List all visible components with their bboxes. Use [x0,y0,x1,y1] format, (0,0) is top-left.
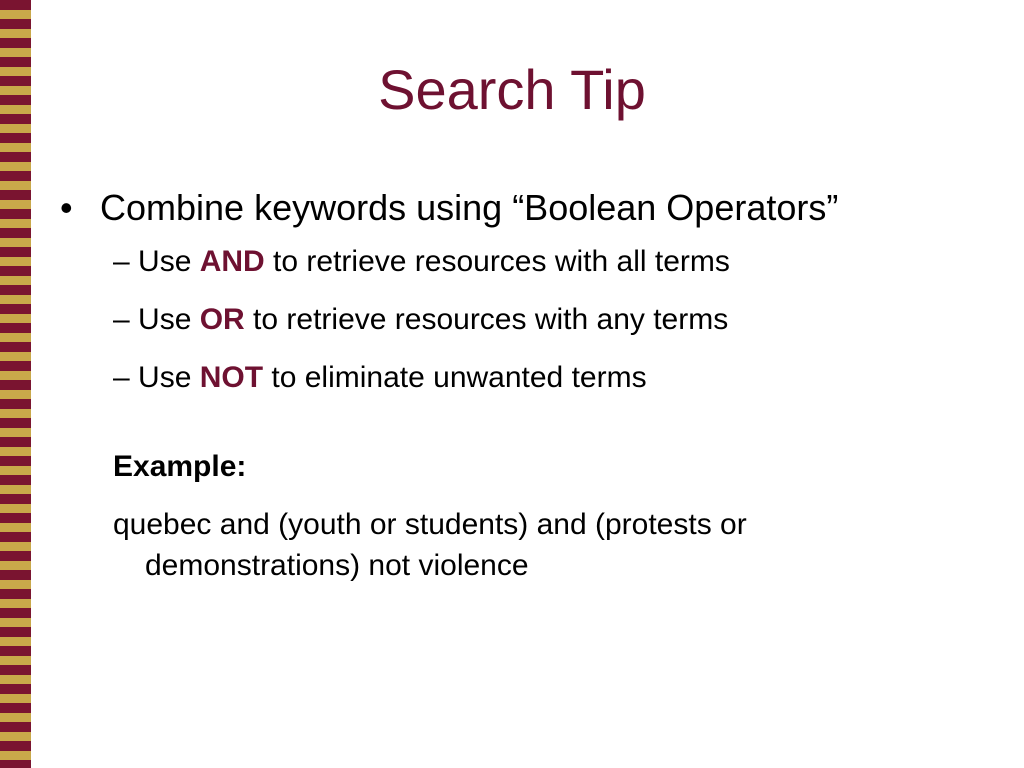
slide-title: Search Tip [378,58,646,121]
slide-content [60,185,980,587]
operator-and: AND [199,244,265,278]
dash-marker: – [113,244,130,278]
sub-bullet-suffix: to retrieve resources with any terms [244,302,729,336]
sub-bullet-list [113,242,980,397]
sub-bullet-or [113,300,980,339]
dash-marker: – [113,302,130,336]
sub-bullet-suffix: to eliminate unwanted terms [263,360,647,394]
operator-or: OR [199,302,245,336]
example-label: Example: [113,449,247,483]
operator-not: NOT [199,360,264,394]
sub-bullet-prefix: Use [138,360,200,394]
example-query: quebec and (youth or students) and (protests or demonstrations) not violence [113,507,747,583]
dash-marker: – [113,360,130,394]
sub-bullet-prefix: Use [138,244,200,278]
sub-bullet-suffix: to retrieve resources with all terms [264,244,730,278]
main-bullet-text: Combine keywords using “Boolean Operators” [100,187,839,228]
sub-bullet-and [113,242,980,281]
main-bullet [60,185,980,232]
example-block [113,447,980,587]
bullet-marker: • [60,187,73,228]
sub-bullet-not [113,358,980,397]
sub-bullet-prefix: Use [138,302,200,336]
